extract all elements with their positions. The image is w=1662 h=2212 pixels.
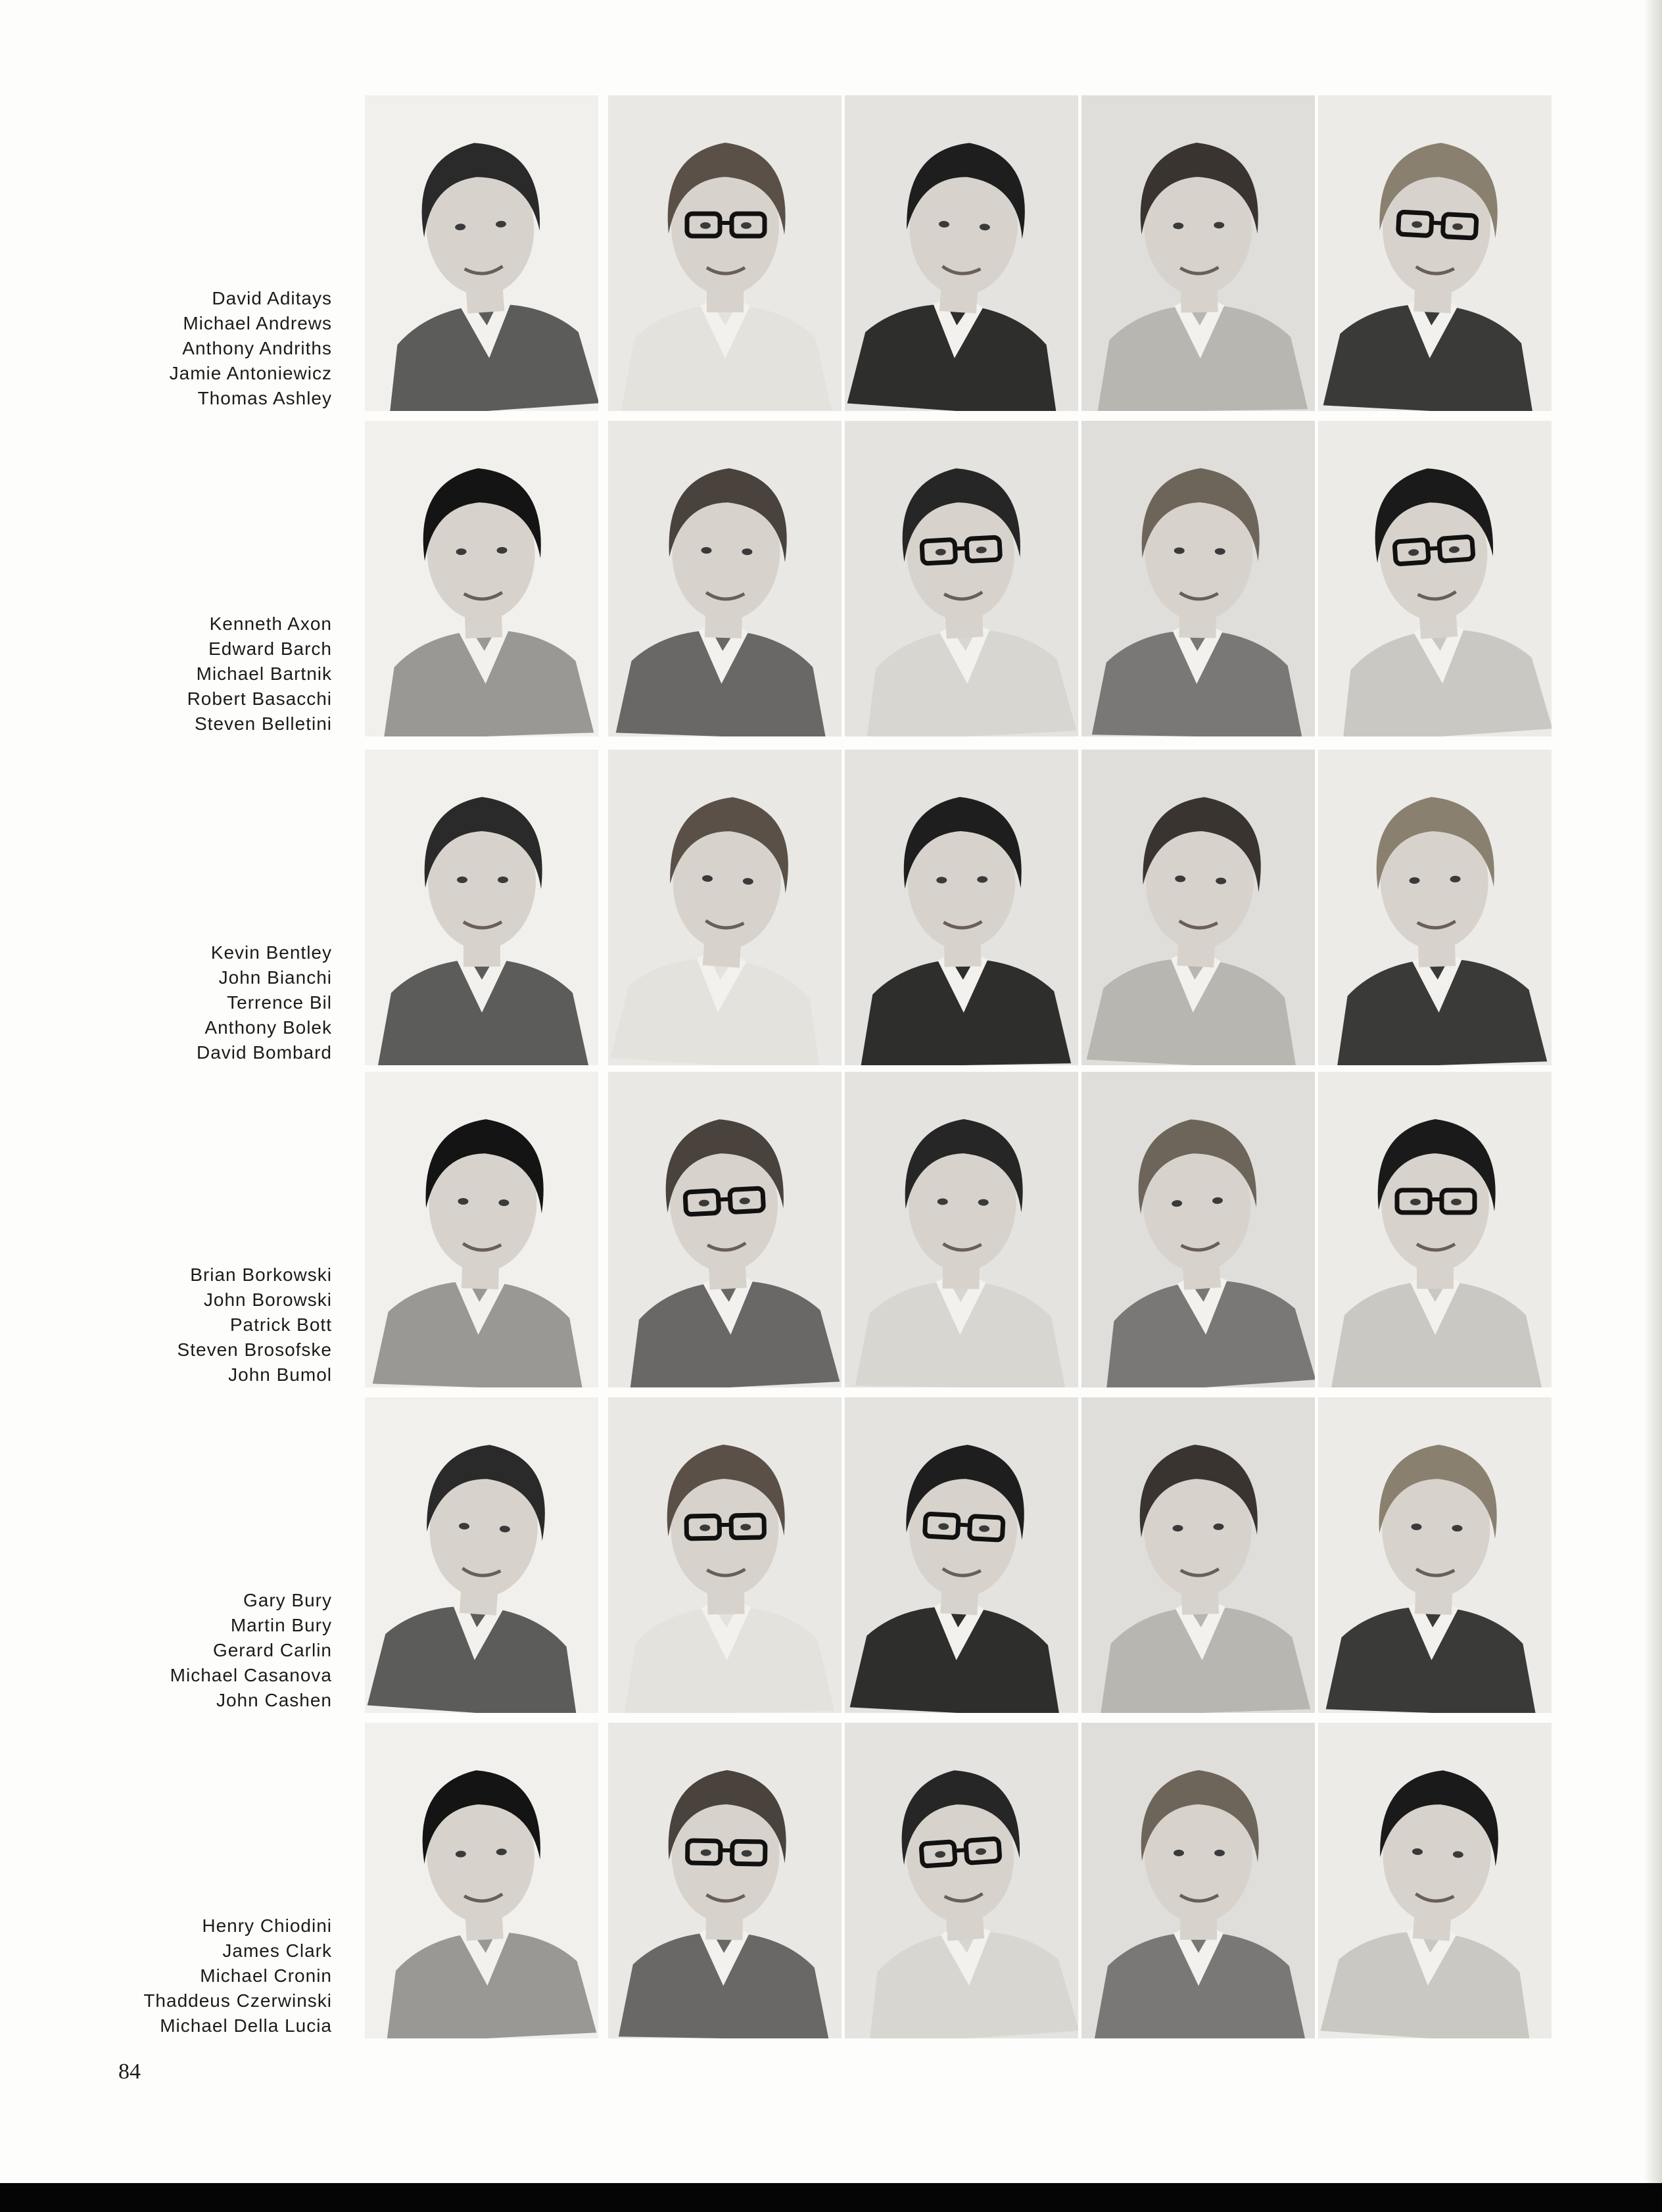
student-portrait-photo xyxy=(608,95,842,411)
student-portrait-photo xyxy=(1081,421,1315,736)
student-portrait-photo xyxy=(845,1072,1078,1387)
student-portrait-photo xyxy=(1318,750,1552,1065)
student-name: Kenneth Axon xyxy=(209,613,332,634)
student-name: Gerard Carlin xyxy=(212,1640,332,1660)
student-name: Thomas Ashley xyxy=(197,388,332,408)
name-list-row-3 xyxy=(99,940,332,1065)
student-portrait-photo xyxy=(845,1397,1078,1713)
student-name: Henry Chiodini xyxy=(202,1915,332,1936)
student-portrait-photo xyxy=(608,1397,842,1713)
student-name: Steven Brosofske xyxy=(177,1339,332,1360)
student-name: Michael Andrews xyxy=(183,313,332,333)
student-name: Robert Basacchi xyxy=(187,688,332,709)
student-portrait-photo xyxy=(1318,1397,1552,1713)
student-portrait-photo xyxy=(1081,1723,1315,2038)
student-name: Martin Bury xyxy=(230,1615,332,1635)
page-edge-shadow xyxy=(1644,0,1662,2183)
student-portrait-photo xyxy=(1081,1072,1315,1387)
student-name: Kevin Bentley xyxy=(210,942,332,963)
student-portrait-photo xyxy=(845,750,1078,1065)
student-portrait-photo xyxy=(1318,95,1552,411)
student-name: John Borowski xyxy=(203,1289,332,1310)
student-portrait-photo xyxy=(608,1723,842,2038)
student-name: John Bumol xyxy=(228,1364,332,1385)
student-portrait-photo xyxy=(365,750,598,1065)
page-number: 84 xyxy=(118,2059,141,2084)
name-list-row-1 xyxy=(99,286,332,411)
student-portrait-photo xyxy=(365,95,598,411)
student-portrait-photo xyxy=(608,750,842,1065)
student-portrait-photo xyxy=(365,1397,598,1713)
name-list-row-4 xyxy=(99,1262,332,1387)
student-name: Thaddeus Czerwinski xyxy=(143,1990,332,2011)
student-name: Jamie Antoniewicz xyxy=(169,363,332,383)
student-name: Anthony Bolek xyxy=(204,1017,332,1038)
student-name: Terrence Bil xyxy=(227,992,332,1013)
student-name: Steven Belletini xyxy=(194,713,332,734)
student-portrait-photo xyxy=(1081,1397,1315,1713)
student-name: Edward Barch xyxy=(208,638,332,659)
student-name: John Cashen xyxy=(216,1690,332,1710)
name-list-row-2 xyxy=(99,612,332,736)
student-name: David Aditays xyxy=(212,288,332,308)
name-list-row-5 xyxy=(99,1588,332,1713)
student-name: John Bianchi xyxy=(218,967,332,988)
student-portrait-photo xyxy=(365,1072,598,1387)
student-portrait-photo xyxy=(365,1723,598,2038)
student-portrait-photo xyxy=(1318,1723,1552,2038)
student-portrait-photo xyxy=(365,421,598,736)
student-portrait-photo xyxy=(1081,750,1315,1065)
student-name: Brian Borkowski xyxy=(190,1264,332,1285)
student-portrait-photo xyxy=(1318,421,1552,736)
student-portrait-photo xyxy=(845,95,1078,411)
name-list-row-6 xyxy=(99,1913,332,2038)
student-portrait-photo xyxy=(1318,1072,1552,1387)
student-portrait-photo xyxy=(1081,95,1315,411)
student-name: Michael Cronin xyxy=(200,1965,332,1986)
student-name: Gary Bury xyxy=(243,1590,332,1610)
student-name: Patrick Bott xyxy=(229,1314,332,1335)
student-name: Anthony Andriths xyxy=(182,338,332,358)
student-portrait-photo xyxy=(845,421,1078,736)
student-portrait-photo xyxy=(608,421,842,736)
student-name: Michael Bartnik xyxy=(196,663,332,684)
student-name: Michael Della Lucia xyxy=(160,2015,332,2036)
student-name: David Bombard xyxy=(197,1042,332,1063)
student-name: Michael Casanova xyxy=(170,1665,332,1685)
student-portrait-photo xyxy=(608,1072,842,1387)
student-name: James Clark xyxy=(222,1940,332,1961)
scan-bottom-band xyxy=(0,2183,1662,2212)
student-portrait-photo xyxy=(845,1723,1078,2038)
